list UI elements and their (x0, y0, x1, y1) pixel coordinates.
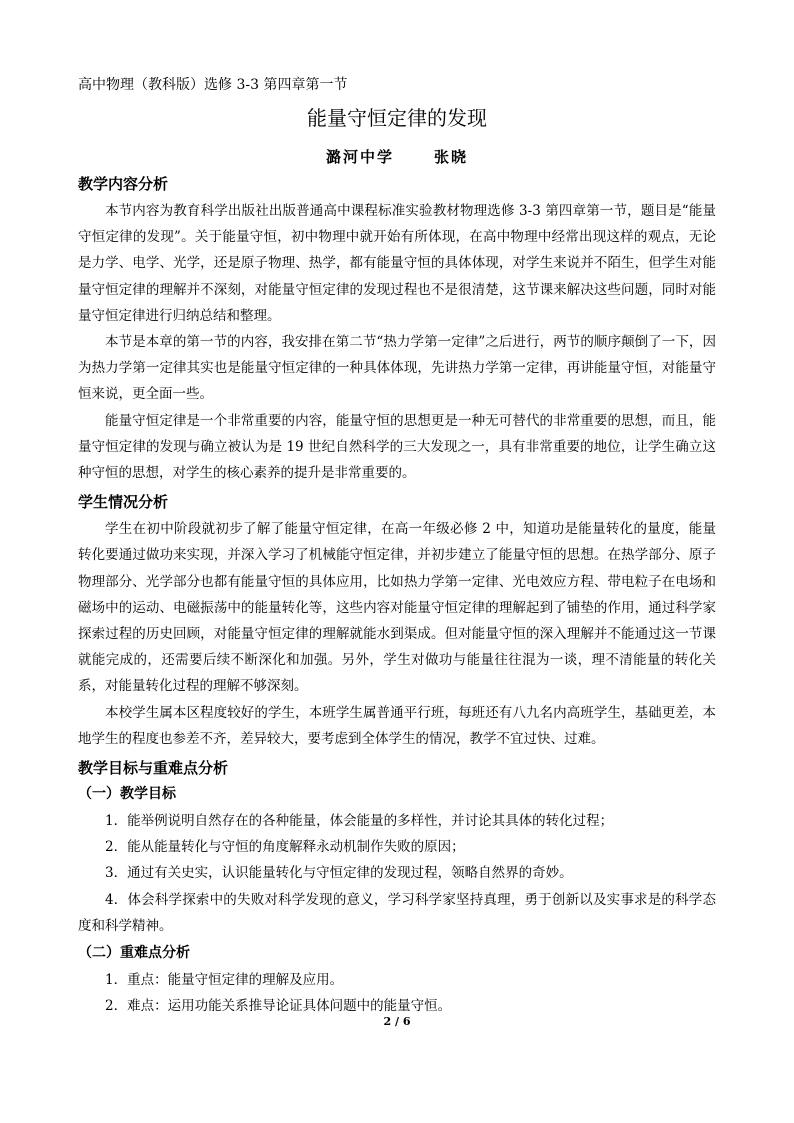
author-name: 张晓 (434, 148, 469, 166)
section-heading-goals: 教学目标与重难点分析 (78, 759, 229, 778)
subsection-heading-teaching-goals: （一）教学目标 (78, 786, 176, 803)
document-title: 能量守恒定律的发现 (307, 106, 487, 130)
paragraph: 能量守恒定律是一个非常重要的内容，能量守恒的思想更是一种无可替代的非常重要的思想，而且，能量守恒定律的发现与确立被认为是 19 世纪自然科学的三大发现之一，具有非常重要的地位，让学生确立这种守恒的思想，对学生的核心素养的提升是非常重要的。 (78, 412, 716, 482)
section-heading-student-analysis: 学生情况分析 (78, 493, 169, 512)
school-name: 潞河中学 (325, 148, 394, 166)
list-item: 2．难点：运用功能关系推导论证具体问题中的能量守恒。 (105, 998, 452, 1015)
list-item: 1．重点：能量守恒定律的理解及应用。 (105, 972, 344, 989)
paragraph: 本校学生属本区程度较好的学生，本班学生属普通平行班，每班还有八九名内高班学生，基础更差，本地学生的程度也参差不齐，差异较大，要考虑到全体学生的情况，教学不宜过快、过难。 (78, 704, 716, 747)
section-heading-content-analysis: 教学内容分析 (78, 175, 169, 193)
author-line (78, 146, 716, 168)
list-item: 4．体会科学探索中的失败对科学发现的意义，学习科学家坚持真理，勇于创新以及实事求是的科学态度和科学精神。 (78, 891, 716, 934)
paragraph: 学生在初中阶段就初步了解了能量守恒定律，在高一年级必修 2 中，知道功是能量转化的量度，能量转化要通过做功来实现，并深入学习了机械能守恒定律，并初步建立了能量守恒的思想。在热学部分、原子物理部分、光学部分也都有能量守恒的具体应用，比如热力学第一定律、光电效应方程、带电粒子在电场和磁场中的运动、电磁振荡中的能量转化等，这些内容对能量守恒定律的理解起到了铺垫的作用，通过科学家探索过程的历史回顾，对能量守恒定律的理解就能水到渠成。但对能量守恒的深入理解并不能通过这一节课就能完成的，还需要后续不断深化和加强。另外，学生对做功与能量往往混为一谈，理不清能量的转化关系，对能量转化过程的理解不够深刻。 (78, 521, 716, 695)
page-number: 2 / 6 (383, 1015, 411, 1028)
paragraph: 本节内容为教育科学出版社出版普通高中课程标准实验教材物理选修 3-3 第四章第一节，题目是“能量守恒定律的发现”。关于能量守恒，初中物理中就开始有所体现，在高中物理中经常出现这样的观点，无论是力学、电学、光学，还是原子物理、热学，都有能量守恒的具体体现，对学生来说并不陌生，但学生对能量守恒定律的理解并不深刻，对能量守恒定律的发现过程也不是很清楚，这节课来解决这些问题，同时对能量守恒定律进行归纳总结和整理。 (78, 203, 716, 324)
course-line: 高中物理（教科版）选修 3-3 第四章第一节 (78, 77, 348, 93)
list-item: 2．能从能量转化与守恒的角度解释永动机制作失败的原因； (105, 839, 465, 856)
list-item: 1．能举例说明自然存在的各种能量，体会能量的多样性，并讨论其具体的转化过程； (105, 813, 614, 830)
paragraph: 本节是本章的第一节的内容，我安排在第二节“热力学第一定律”之后进行，两节的顺序颠倒了一下，因为热力学第一定律其实也是能量守恒定律的一种具体体现，先讲热力学第一定律，再讲能量守恒，对能量守恒来说，更全面一些。 (78, 334, 716, 403)
list-item: 3．通过有关史实，认识能量转化与守恒定律的发现过程，领略自然界的奇妙。 (105, 865, 573, 882)
document-page (78, 74, 716, 1019)
subsection-heading-key-points: （二）重难点分析 (78, 945, 190, 962)
